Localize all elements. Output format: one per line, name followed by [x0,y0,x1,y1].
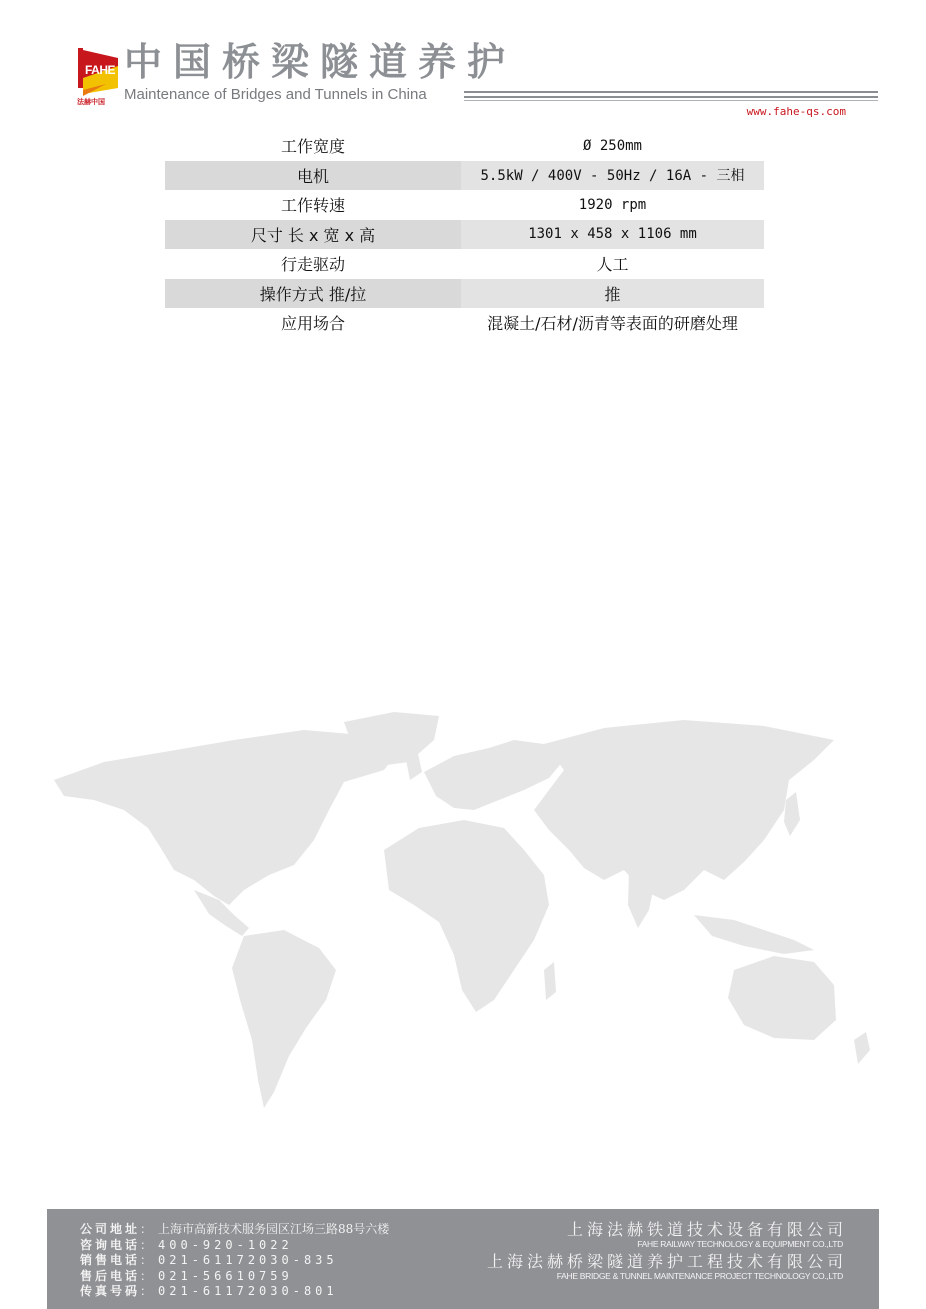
contact-list [80,1222,389,1300]
spec-label: 工作宽度 [280,137,345,157]
spec-label: 工作转速 [280,196,345,216]
page-footer [47,1209,879,1309]
company1-name-cn: 上海法赫铁道技术设备有限公司 [566,1220,847,1239]
phone-value: 021-61172030-835 [158,1253,338,1267]
company1-name-en: FAHE RAILWAY TECHNOLOGY & EQUIPMENT CO.,LTD [637,1239,843,1249]
spec-label: 操作方式 推/拉 [165,279,461,309]
spec-label: 尺寸 长 x 宽 x 高 [165,220,461,250]
fax-value: 021-61172030-801 [158,1284,338,1298]
contact-row [80,1253,389,1269]
fahe-logo [76,44,120,106]
header-title-en: Maintenance of Bridges and Tunnels in China [124,86,427,103]
contact-row [80,1238,389,1254]
contact-label: 销售电话 [80,1253,141,1267]
header-rule [464,100,878,101]
contact-label: 传真号码 [80,1284,141,1298]
table-row [165,190,764,220]
contact-colon: ： [140,1253,153,1267]
header-title-cn: 中国桥梁隧道养护 [124,40,517,84]
company2-name-en: FAHE BRIDGE & TUNNEL MAINTENANCE PROJECT TECHNOLOGY CO.,LTD [556,1271,843,1281]
contact-row [80,1269,389,1285]
website-link[interactable]: www.fahe-qs.com [746,105,846,118]
spec-value: 1301 x 458 x 1106 mm [461,220,764,250]
spec-value: 推 [461,279,764,309]
contact-colon: ： [140,1222,153,1236]
table-row [165,161,764,191]
contact-colon: ： [140,1237,153,1252]
svg-text:FAHE: FAHE [85,63,116,77]
contact-label: 咨询电话 [80,1237,141,1252]
contact-colon: ： [140,1284,153,1298]
spec-value: 人工 [596,255,629,275]
spec-value: Ø 250mm [582,137,642,154]
spec-table [165,131,764,338]
spec-label: 行走驱动 [280,255,345,275]
svg-text:法赫中国: 法赫中国 [77,98,105,106]
contact-row [80,1284,389,1300]
spec-value: 混凝土/石材/沥青等表面的研磨处理 [487,314,738,334]
phone-value: 021-56610759 [158,1268,293,1283]
table-row [165,220,764,250]
address-value: 上海市高新技术服务园区江场三路88号六楼 [158,1222,390,1236]
table-row [165,249,764,279]
page-header [0,0,926,130]
company-names [486,1220,847,1284]
contact-colon: ： [140,1268,153,1283]
contact-label: 售后电话 [80,1268,141,1283]
spec-label: 电机 [165,161,461,191]
spec-label: 应用场合 [280,314,345,334]
contact-row [80,1222,389,1238]
table-row [165,308,764,338]
phone-value: 400-920-1022 [158,1237,293,1252]
table-row [165,131,764,161]
world-map-background [44,700,880,1120]
company2-name-cn: 上海法赫桥梁隧道养护工程技术有限公司 [486,1252,847,1271]
header-rule [464,91,878,93]
header-rule [464,96,878,98]
table-row [165,279,764,309]
contact-label: 公司地址 [80,1222,141,1236]
spec-value: 5.5kW / 400V - 50Hz / 16A - 三相 [461,161,764,191]
spec-value: 1920 rpm [578,196,647,213]
